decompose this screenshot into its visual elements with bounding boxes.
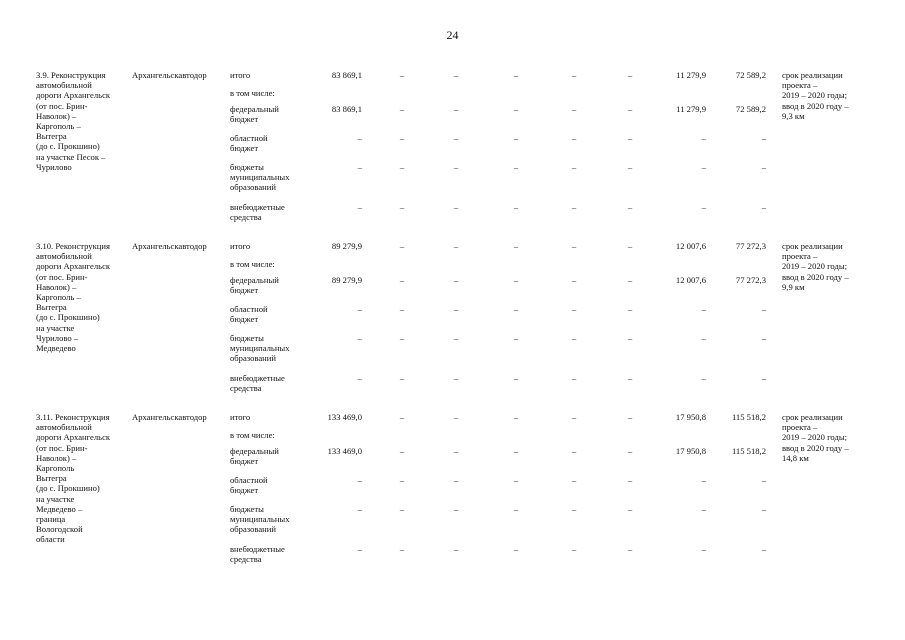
funding-source: внебюджетные средства bbox=[230, 202, 285, 223]
project-note: срок реализации проекта – 2019 – 2020 годы; ввод в 2020 году – 9,3 км bbox=[782, 70, 849, 121]
year-value: – bbox=[399, 544, 405, 554]
year-value: – bbox=[513, 304, 519, 314]
year-value: – bbox=[453, 162, 459, 172]
year-value: – bbox=[571, 304, 577, 314]
value-2020: 115 518,2 bbox=[731, 446, 766, 456]
value-2020: 115 518,2 bbox=[731, 412, 766, 422]
year-value: – bbox=[399, 241, 405, 251]
year-value: – bbox=[399, 412, 405, 422]
total-value: 89 279,9 bbox=[331, 241, 362, 251]
year-value: – bbox=[627, 133, 633, 143]
year-value: – bbox=[453, 544, 459, 554]
year-value: – bbox=[399, 475, 405, 485]
year-value: – bbox=[453, 504, 459, 514]
year-value: – bbox=[513, 446, 519, 456]
year-value: – bbox=[571, 446, 577, 456]
funding-source: итого bbox=[230, 412, 251, 422]
total-value: – bbox=[357, 504, 362, 514]
value-2020: – bbox=[761, 544, 766, 554]
year-value: – bbox=[513, 373, 519, 383]
value-2019: – bbox=[701, 475, 706, 485]
year-value: – bbox=[453, 70, 459, 80]
funding-source: итого bbox=[230, 70, 251, 80]
value-2019: 12 007,6 bbox=[675, 275, 706, 285]
year-value: – bbox=[627, 446, 633, 456]
value-2019: 17 950,8 bbox=[675, 446, 706, 456]
value-2020: 72 589,2 bbox=[735, 70, 766, 80]
year-value: – bbox=[627, 475, 633, 485]
total-value: – bbox=[357, 333, 362, 343]
year-value: – bbox=[571, 475, 577, 485]
value-2020: 72 589,2 bbox=[735, 104, 766, 114]
funding-source: бюджеты муниципальных образований bbox=[230, 162, 290, 193]
project-note: срок реализации проекта – 2019 – 2020 годы; ввод в 2020 году – 9,9 км bbox=[782, 241, 849, 292]
year-value: – bbox=[513, 70, 519, 80]
value-2019: 12 007,6 bbox=[675, 241, 706, 251]
year-value: – bbox=[571, 202, 577, 212]
year-value: – bbox=[513, 544, 519, 554]
year-value: – bbox=[627, 241, 633, 251]
year-value: – bbox=[399, 304, 405, 314]
year-value: – bbox=[399, 275, 405, 285]
year-value: – bbox=[453, 104, 459, 114]
funding-source: внебюджетные средства bbox=[230, 544, 285, 565]
year-value: – bbox=[399, 70, 405, 80]
year-value: – bbox=[627, 333, 633, 343]
funding-source: в том числе: bbox=[230, 88, 275, 98]
value-2020: – bbox=[761, 202, 766, 212]
year-value: – bbox=[399, 133, 405, 143]
year-value: – bbox=[513, 504, 519, 514]
project-name: 3.9. Реконструкция автомобильной дороги Архангельск (от пос. Брин- Наволок) – Каргополь – Вытегра (до с. Прокшино) на участке Песок – Чурилово bbox=[36, 70, 111, 172]
funding-source: внебюджетные средства bbox=[230, 373, 285, 394]
year-value: – bbox=[571, 241, 577, 251]
year-value: – bbox=[399, 446, 405, 456]
funding-source: в том числе: bbox=[230, 259, 275, 269]
total-value: 83 869,1 bbox=[331, 104, 362, 114]
value-2020: 77 272,3 bbox=[735, 275, 766, 285]
value-2020: – bbox=[761, 304, 766, 314]
funding-source: бюджеты муниципальных образований bbox=[230, 504, 290, 535]
year-value: – bbox=[513, 162, 519, 172]
value-2019: – bbox=[701, 304, 706, 314]
year-value: – bbox=[453, 133, 459, 143]
funding-source: федеральный бюджет bbox=[230, 275, 279, 296]
total-value: 83 869,1 bbox=[331, 70, 362, 80]
value-2020: – bbox=[761, 333, 766, 343]
value-2020: – bbox=[761, 475, 766, 485]
year-value: – bbox=[627, 275, 633, 285]
year-value: – bbox=[513, 202, 519, 212]
year-value: – bbox=[627, 412, 633, 422]
funding-source: федеральный бюджет bbox=[230, 446, 279, 467]
year-value: – bbox=[513, 475, 519, 485]
year-value: – bbox=[513, 133, 519, 143]
year-value: – bbox=[513, 275, 519, 285]
total-value: – bbox=[357, 162, 362, 172]
year-value: – bbox=[453, 202, 459, 212]
total-value: 89 279,9 bbox=[331, 275, 362, 285]
value-2019: 11 279,9 bbox=[676, 104, 706, 114]
year-value: – bbox=[453, 373, 459, 383]
executor: Архангельскавтодор bbox=[132, 241, 207, 251]
year-value: – bbox=[399, 104, 405, 114]
year-value: – bbox=[399, 162, 405, 172]
year-value: – bbox=[513, 104, 519, 114]
year-value: – bbox=[513, 412, 519, 422]
value-2020: – bbox=[761, 162, 766, 172]
year-value: – bbox=[513, 241, 519, 251]
year-value: – bbox=[571, 544, 577, 554]
year-value: – bbox=[571, 162, 577, 172]
value-2019: – bbox=[701, 373, 706, 383]
year-value: – bbox=[627, 70, 633, 80]
year-value: – bbox=[571, 504, 577, 514]
total-value: – bbox=[357, 544, 362, 554]
page-number: 24 bbox=[446, 28, 459, 42]
year-value: – bbox=[571, 275, 577, 285]
year-value: – bbox=[627, 373, 633, 383]
year-value: – bbox=[571, 133, 577, 143]
funding-source: областной бюджет bbox=[230, 133, 268, 154]
year-value: – bbox=[399, 504, 405, 514]
year-value: – bbox=[453, 412, 459, 422]
total-value: 133 469,0 bbox=[327, 446, 362, 456]
value-2019: 17 950,8 bbox=[675, 412, 706, 422]
year-value: – bbox=[399, 373, 405, 383]
project-name: 3.10. Реконструкция автомобильной дороги Архангельск (от пос. Брин- Наволок) – Каргополь – Вытегра (до с. Прокшино) на участке Чурилово – Медведево bbox=[36, 241, 111, 354]
funding-source: областной бюджет bbox=[230, 304, 268, 325]
year-value: – bbox=[627, 544, 633, 554]
total-value: – bbox=[357, 475, 362, 485]
value-2019: – bbox=[701, 202, 706, 212]
executor: Архангельскавтодор bbox=[132, 412, 207, 422]
total-value: – bbox=[357, 133, 362, 143]
value-2019: – bbox=[701, 504, 706, 514]
funding-source: областной бюджет bbox=[230, 475, 268, 496]
value-2019: – bbox=[701, 162, 706, 172]
year-value: – bbox=[453, 475, 459, 485]
year-value: – bbox=[453, 446, 459, 456]
year-value: – bbox=[627, 304, 633, 314]
year-value: – bbox=[627, 104, 633, 114]
value-2020: – bbox=[761, 133, 766, 143]
funding-source: федеральный бюджет bbox=[230, 104, 279, 125]
year-value: – bbox=[453, 304, 459, 314]
funding-source: итого bbox=[230, 241, 251, 251]
year-value: – bbox=[571, 412, 577, 422]
year-value: – bbox=[571, 373, 577, 383]
year-value: – bbox=[627, 504, 633, 514]
year-value: – bbox=[399, 333, 405, 343]
value-2019: 11 279,9 bbox=[676, 70, 706, 80]
project-note: срок реализации проекта – 2019 – 2020 годы; ввод в 2020 году – 14,8 км bbox=[782, 412, 849, 463]
year-value: – bbox=[399, 202, 405, 212]
year-value: – bbox=[571, 104, 577, 114]
year-value: – bbox=[571, 333, 577, 343]
funding-source: бюджеты муниципальных образований bbox=[230, 333, 290, 364]
value-2020: 77 272,3 bbox=[735, 241, 766, 251]
year-value: – bbox=[453, 333, 459, 343]
year-value: – bbox=[453, 241, 459, 251]
value-2020: – bbox=[761, 504, 766, 514]
value-2019: – bbox=[701, 544, 706, 554]
project-name: 3.11. Реконструкция автомобильной дороги Архангельск (от пос. Брин- Наволок) – Каргополь Вытегра (до с. Прокшино) на участке Медведево – граница Вологодской области bbox=[36, 412, 111, 545]
total-value: – bbox=[357, 202, 362, 212]
funding-source: в том числе: bbox=[230, 430, 275, 440]
year-value: – bbox=[513, 333, 519, 343]
year-value: – bbox=[453, 275, 459, 285]
year-value: – bbox=[627, 162, 633, 172]
year-value: – bbox=[571, 70, 577, 80]
value-2020: – bbox=[761, 373, 766, 383]
total-value: – bbox=[357, 373, 362, 383]
value-2019: – bbox=[701, 133, 706, 143]
total-value: 133 469,0 bbox=[327, 412, 362, 422]
value-2019: – bbox=[701, 333, 706, 343]
total-value: – bbox=[357, 304, 362, 314]
executor: Архангельскавтодор bbox=[132, 70, 207, 80]
year-value: – bbox=[627, 202, 633, 212]
